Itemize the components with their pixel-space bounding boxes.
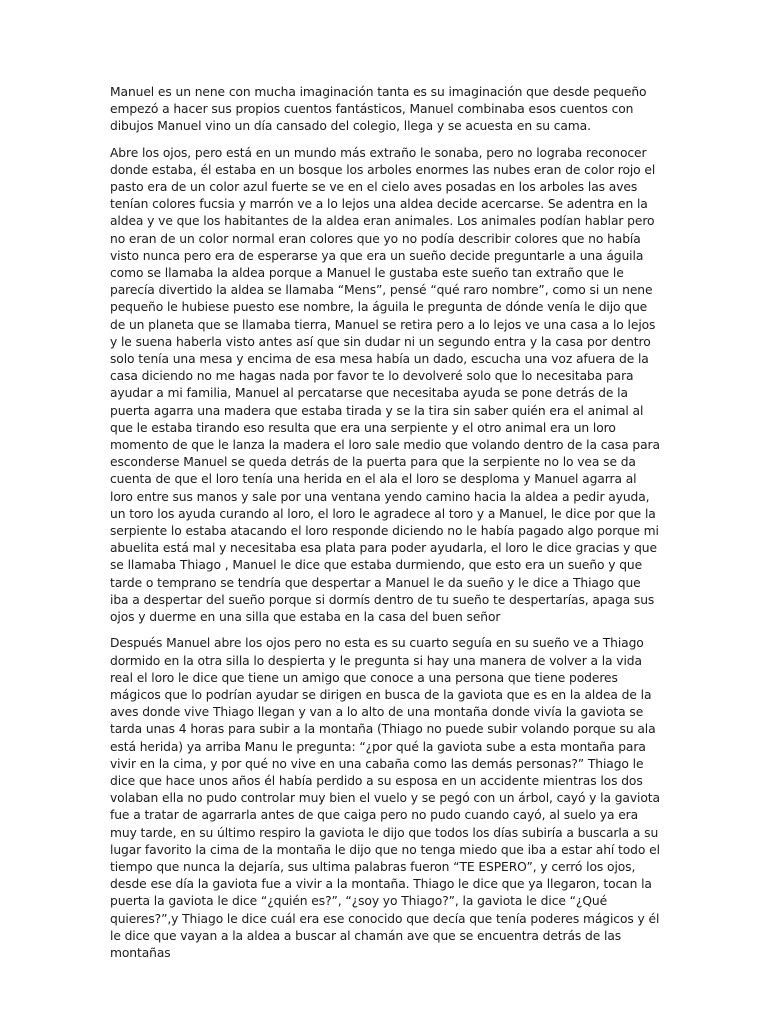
document-body (110, 84, 660, 971)
paragraph-gaviota: Después Manuel abre los ojos pero no esta es su cuarto seguía en su sueño ve a Thiago dormido en la otra silla lo despierta y le pregunta si hay una manera de volver a la vida real el loro le dice que tiene un amigo que conoce a una persona que tiene poderes mágicos que lo podrían ayudar se dirigen en busca de la gaviota que es en la aldea de la aves donde vive Thiago llegan y van a lo alto de una montaña donde vivía la gaviota se tarda unas 4 horas para subir a la montaña (Thiago no puede subir volando porque su ala está herida) ya arriba Manu le pregunta: “¿por qué la gaviota sube a esta montaña para vivir en la cima, y por qué no vive en una cabaña como las demás personas?” Thiago le dice que hace unos años él había perdido a su esposa en un accidente mientras los dos volaban ella no pudo controlar muy bien el vuelo y se pegó con un árbol, cayó y la gaviota fue a tratar de agarrarla antes de que caiga pero no pudo cuando cayó, al suelo ya era muy tarde, en su último respiro la gaviota le dijo que todos los días subiría a buscarla a su lugar favorito la cima de la montaña le dijo que no tenga miedo que iba a estar ahí todo el tiempo que nunca la dejaría, sus ultima palabras fueron “TE ESPERO”, y cerró los ojos, desde ese día la gaviota fue a vivir a la montaña. Thiago le dice que ya llegaron, tocan la puerta la gaviota le dice “¿quién es?”, “¿soy yo Thiago?”, la gaviota le dice “¿Qué quieres?”,y Thiago le dice cuál era ese conocido que decía que tenía poderes mágicos y él le dice que vayan a la aldea a buscar al chamán ave que se encuentra detrás de las montañas (110, 636, 660, 960)
paragraph-dream-world: Abre los ojos, pero está en un mundo más extraño le sonaba, pero no lograba reconocer donde estaba, él estaba en un bosque los arboles enormes las nubes eran de color rojo el pasto era de un color azul fuerte se ve en el cielo aves posadas en los arboles las aves tenían colores fucsia y marrón ve a lo lejos una aldea decide acercarse. Se adentra en la aldea y ve que los habitantes de la aldea eran animales. Los animales podían hablar pero no eran de un color normal eran colores que yo no podía describir colores que no había visto nunca pero era de esperarse ya que era un sueño decide preguntarle a una águila como se llamaba la aldea porque a Manuel le gustaba este sueño tan extraño que le parecía divertido la aldea se llamaba “Mens”, pensé “qué raro nombre”, como si un nene pequeño le hubiese puesto ese nombre, la águila le pregunta de dónde venía le dijo que de un planeta que se llamaba tierra, Manuel se retira pero a lo lejos ve una casa a lo lejos y le suena haberla visto antes así que sin dudar ni un segundo entra y la casa por dentro solo tenía una mesa y encima de esa mesa había un dado, escucha una voz afuera de la casa diciendo no me hagas nada por favor te lo devolveré solo que lo necesitaba para ayudar a mi familia, Manuel al percatarse que necesitaba ayuda se pone detrás de la puerta agarra una madera que estaba tirada y se la tira sin saber quién era el animal al que le estaba tirando eso resulta que era una serpiente y el otro animal era un loro momento de que le lanza la madera el loro sale medio que volando dentro de la casa para esconderse Manuel se queda detrás de la puerta para que la serpiente no lo vea se da cuenta de que el loro tenía una herida en el ala el loro se desploma y Manuel agarra al loro entre sus manos y sale por una ventana yendo camino hacia la aldea a pedir ayuda, un toro los ayuda curando al loro, el loro le agradece al toro y a Manuel, le dice por que la serpiente lo estaba atacando el loro responde diciendo no le había pagado algo porque mi abuelita está mal y necesitaba esa plata para poder ayudarla, el loro le dice gracias y que se llamaba Thiago , Manuel le dice que estaba durmiendo, que esto era un sueño y que tarde o temprano se tendría que despertar a Manuel le da sueño y le dice a Thiago que iba a despertar del sueño porque si dormís dentro de tu sueño te despertarías, apaga sus ojos y duerme en una silla que estaba en la casa del buen señor (110, 145, 660, 625)
paragraph-intro: Manuel es un nene con mucha imaginación tanta es su imaginación que desde pequeño empezó a hacer sus propios cuentos fantásticos, Manuel combinaba esos cuentos con dibujos Manuel vino un día cansado del colegio, llega y se acuesta en su cama. (110, 85, 647, 134)
